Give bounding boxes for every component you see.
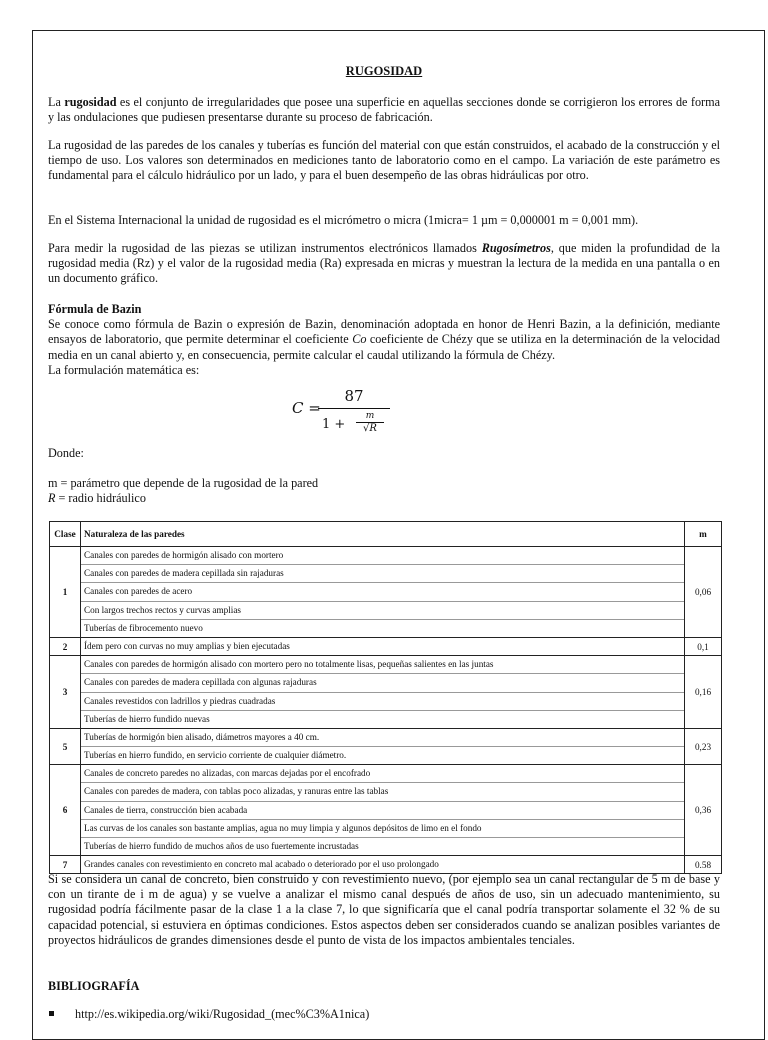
wall-type-line: Las curvas de los canales son bastante amplias, agua no muy limpia y algunos depósitos de limo en el fondo: [81, 820, 684, 838]
header-m: m: [685, 522, 722, 547]
materials-paragraph: La rugosidad de las paredes de los canales y tuberías es función del material con que están construidos, el acabado de la construcción y el tiempo de uso. Los valores son determinados en mediciones tanto de laboratorio como en el campo. La variación de este parámetro es fundamental para el cálculo hidráulico por un lado, y para el buen desempeño de las obras hidráulicas por otro.: [48, 138, 720, 183]
table-row: [50, 728, 722, 764]
cell-clase: 7: [50, 856, 81, 874]
measurement-text-pre: Para medir la rugosidad de las piezas se utilizan instrumentos electrónicos llamados: [48, 241, 482, 255]
measurement-text-post: , que miden la profundidad de la rugosidad media (Rz) y el valor de la rugosidad media (Ra) expresada en micras y muestran la lectura de la medida en una pantalla o en un documento gráfico.: [48, 241, 720, 286]
bazin-text-post: coeficiente de Chézy que se utiliza en la determinación de la velocidad media en un canal abierto y, en consecuencia, permite calcular el caudal utilizando la fórmula de Chézy.: [48, 332, 720, 362]
cell-m: 0,16: [685, 656, 722, 729]
header-clase: Clase: [50, 522, 81, 547]
table-row: [50, 547, 722, 638]
table-body: [50, 547, 722, 874]
definition-r: R = radio hidráulico: [48, 491, 146, 506]
wall-type-line: Tuberías de fibrocemento nuevo: [84, 622, 203, 633]
wall-type-line: Canales de tierra, construcción bien acabada: [81, 802, 684, 820]
table-header-row: [50, 522, 722, 547]
cell-m: 0.58: [685, 856, 722, 874]
cell-m: 0,36: [685, 765, 722, 856]
page-title: RUGOSIDAD: [345, 64, 423, 78]
cell-naturaleza: [81, 656, 685, 729]
bazin-formula: [292, 383, 452, 443]
intro-text-post: es el conjunto de irregularidades que posee una superficie en aquellas secciones donde se corrigieron los errores de forma y las ondulaciones que pudiesen presentarse durante su proceso de fabricación.: [48, 95, 720, 125]
formula-denominator-prefix: 1 +: [322, 417, 346, 432]
table-row: [50, 856, 722, 874]
bazin-heading: Fórmula de Bazin: [48, 302, 142, 316]
wall-type-line: Canales con paredes de madera cepillada con algunas rajaduras: [81, 674, 684, 692]
header-naturaleza: Naturaleza de las paredes: [81, 522, 685, 547]
intro-term: rugosidad: [64, 95, 117, 109]
units-paragraph: En el Sistema Internacional la unidad de rugosidad es el micrómetro o micra (1micra= 1 µm = 0,000001 m = 0,001 mm).: [48, 213, 639, 227]
roughness-table-wrapper: [49, 521, 722, 874]
bibliography-link[interactable]: http://es.wikipedia.org/wiki/Rugosidad_(mec%C3%A1nica): [75, 1007, 370, 1021]
wall-type-line: Grandes canales con revestimiento en concreto mal acabado o deteriorado por el uso prolongado: [84, 859, 439, 870]
bibliography-heading: BIBLIOGRAFÍA: [48, 979, 140, 993]
rugosimetros-term: Rugosímetros: [481, 241, 551, 255]
bazin-text-pre: Se conoce como fórmula de Bazin o expresión de Bazin, denominación adoptada en honor de Henri Bazin, a la definición, mediante ensayos de laboratorio, que permite determinar el coeficiente: [48, 317, 720, 347]
conclusion-paragraph: Si se considera un canal de concreto, bien construido y con revestimiento nuevo, (por ejemplo sea un canal rectangular de 5 m de base y con un tirante de i m de agua) y se vuelve a analizar el mismo canal después de años de uso, sin un adecuado mantenimiento, su rugosidad podría fácilmente pasar de la clase 1 a la clase 7, lo que significaría que el canal podría transportar solamente el 32 % de su capacidad potencial, si estuviera en óptimas condiciones. Estos aspectos deben ser considerados cuando se analizan posibles variantes de proyectos hidráulicos de grandes dimensiones desde el punto de vista de los impactos ambientales tenciales.: [48, 872, 720, 947]
wall-type-line: Tuberías de hierro fundido de muchos años de uso fuertemente incrustadas: [84, 841, 359, 851]
table-row: [50, 656, 722, 729]
formula-lhs: C =: [292, 399, 321, 417]
cell-naturaleza: [81, 728, 685, 764]
cell-naturaleza: [81, 765, 685, 856]
wall-type-line: Canales con paredes de hormigón alisado con mortero pero no totalmente lisas, pequeñas salientes en las juntas: [81, 656, 684, 674]
measurement-paragraph: [48, 241, 720, 287]
donde-label: Donde:: [48, 446, 84, 460]
wall-type-line: Canales con paredes de madera, con tablas poco alizadas, y ranuras entre las tablas: [81, 783, 684, 801]
cell-clase: 2: [50, 637, 81, 655]
definitions: [48, 476, 720, 506]
cell-m: 0,1: [685, 637, 722, 655]
table-row: [50, 637, 722, 655]
cell-m: 0,06: [685, 547, 722, 638]
roughness-table: [49, 521, 722, 874]
wall-type-line: Tuberías de hierro fundido nuevas: [84, 713, 210, 724]
cell-naturaleza: [81, 637, 685, 655]
wall-type-line: Tuberías en hierro fundido, en servicio corriente de cualquier diámetro.: [84, 750, 347, 761]
wall-type-line: Con largos trechos rectos y curvas amplias: [81, 602, 684, 620]
intro-paragraph: [48, 95, 720, 125]
cell-clase: 5: [50, 728, 81, 764]
cell-clase: 1: [50, 547, 81, 638]
cell-naturaleza: [81, 547, 685, 638]
table-row: [50, 765, 722, 856]
cell-clase: 3: [50, 656, 81, 729]
formula-fraction-bar: [318, 408, 390, 409]
wall-type-line: Tuberías de hormigón bien alisado, diámetros mayores a 40 cm.: [81, 729, 684, 747]
wall-type-line: Ídem pero con curvas no muy amplias y bien ejecutadas: [84, 640, 290, 651]
cell-naturaleza: [81, 856, 685, 874]
wall-type-line: Canales con paredes de hormigón alisado con mortero: [81, 547, 684, 565]
wall-type-line: Canales revestidos con ladrillos y piedras cuadradas: [81, 693, 684, 711]
bazin-formulation-label: La formulación matemática es:: [48, 362, 200, 377]
cell-m: 0,23: [685, 728, 722, 764]
bullet-icon: [49, 1011, 54, 1016]
intro-text-pre: La: [48, 95, 65, 109]
wall-type-line: Canales con paredes de madera cepillada sin rajaduras: [81, 565, 684, 583]
formula-inner-denominator: √R: [363, 423, 377, 434]
cell-clase: 6: [50, 765, 81, 856]
formula-inner-numerator: m: [365, 411, 375, 421]
wall-type-line: Canales de concreto paredes no alizadas, con marcas dejadas por el encofrado: [81, 765, 684, 783]
definition-m: m = parámetro que depende de la rugosidad de la pared: [48, 476, 319, 490]
bazin-section: [48, 302, 720, 378]
formula-numerator: 87: [344, 387, 364, 405]
wall-type-line: Canales con paredes de acero: [81, 583, 684, 601]
bazin-coefficient: Co: [352, 332, 367, 347]
